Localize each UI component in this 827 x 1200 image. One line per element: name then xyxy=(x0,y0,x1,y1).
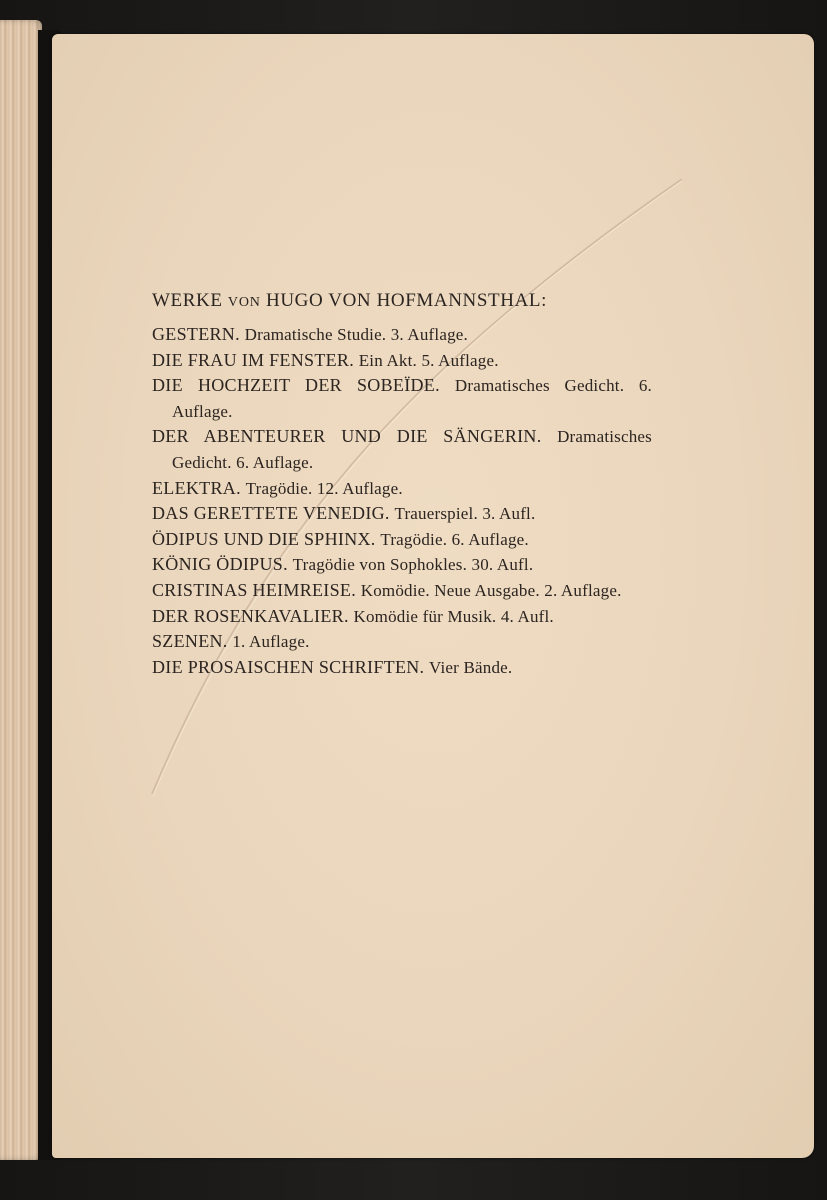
works-heading xyxy=(152,290,652,312)
heading-prefix: WERKE xyxy=(152,290,223,311)
work-entry xyxy=(152,655,652,681)
previous-page-edge xyxy=(0,20,42,1160)
work-entry xyxy=(152,424,652,475)
work-entry xyxy=(152,322,652,348)
work-title: GESTERN. xyxy=(152,324,240,344)
work-entry xyxy=(152,373,652,424)
work-description: Vier Bände. xyxy=(429,657,513,677)
work-title: DAS GERETTETE VENEDIG. xyxy=(152,503,390,524)
work-title: DIE HOCHZEIT DER SOBEÏDE. xyxy=(152,375,440,396)
heading-von: VON xyxy=(227,295,261,310)
work-description: Komödie. Neue Ausgabe. 2. Auflage. xyxy=(360,580,622,600)
works-list-section xyxy=(152,290,652,680)
work-description: Tragödie von Sophokles. 30. Aufl. xyxy=(292,555,534,575)
work-description: Dramatisches Gedicht. 6. Auflage. xyxy=(172,427,652,472)
work-entry xyxy=(152,348,652,374)
work-title: SZENEN. xyxy=(152,631,228,652)
work-entry xyxy=(152,604,652,630)
work-description: Tragödie. 12. Auflage. xyxy=(245,478,403,498)
work-description: 1. Auflage. xyxy=(232,632,310,652)
work-description: Dramatische Studie. 3. Auflage. xyxy=(244,325,468,344)
work-title: ELEKTRA. xyxy=(152,477,241,498)
work-entry xyxy=(152,552,652,578)
work-description: Tragödie. 6. Auflage. xyxy=(380,529,529,549)
work-title: DER ROSENKAVALIER. xyxy=(152,605,349,626)
work-entry xyxy=(152,501,652,527)
work-title: ÖDIPUS UND DIE SPHINX. xyxy=(152,528,376,549)
work-description: Komödie für Musik. 4. Aufl. xyxy=(353,606,554,626)
work-entry xyxy=(152,527,652,553)
work-description: Ein Akt. 5. Auflage. xyxy=(358,350,499,370)
book-page xyxy=(52,34,814,1158)
work-title: DIE PROSAISCHEN SCHRIFTEN. xyxy=(152,656,425,677)
work-entry xyxy=(152,629,652,655)
work-title: KÖNIG ÖDIPUS. xyxy=(152,554,288,575)
work-title: DIE FRAU IM FENSTER. xyxy=(152,349,355,370)
work-title: CRISTINAS HEIMREISE. xyxy=(152,579,357,600)
work-description: Trauerspiel. 3. Aufl. xyxy=(394,504,536,524)
work-entry xyxy=(152,476,652,502)
heading-author: HUGO VON HOFMANNSTHAL: xyxy=(266,290,547,311)
work-description: Dramatisches Gedicht. 6. Auflage. xyxy=(172,376,652,421)
work-title: DER ABENTEURER UND DIE SÄNGERIN. xyxy=(152,426,542,447)
work-entry xyxy=(152,578,652,604)
